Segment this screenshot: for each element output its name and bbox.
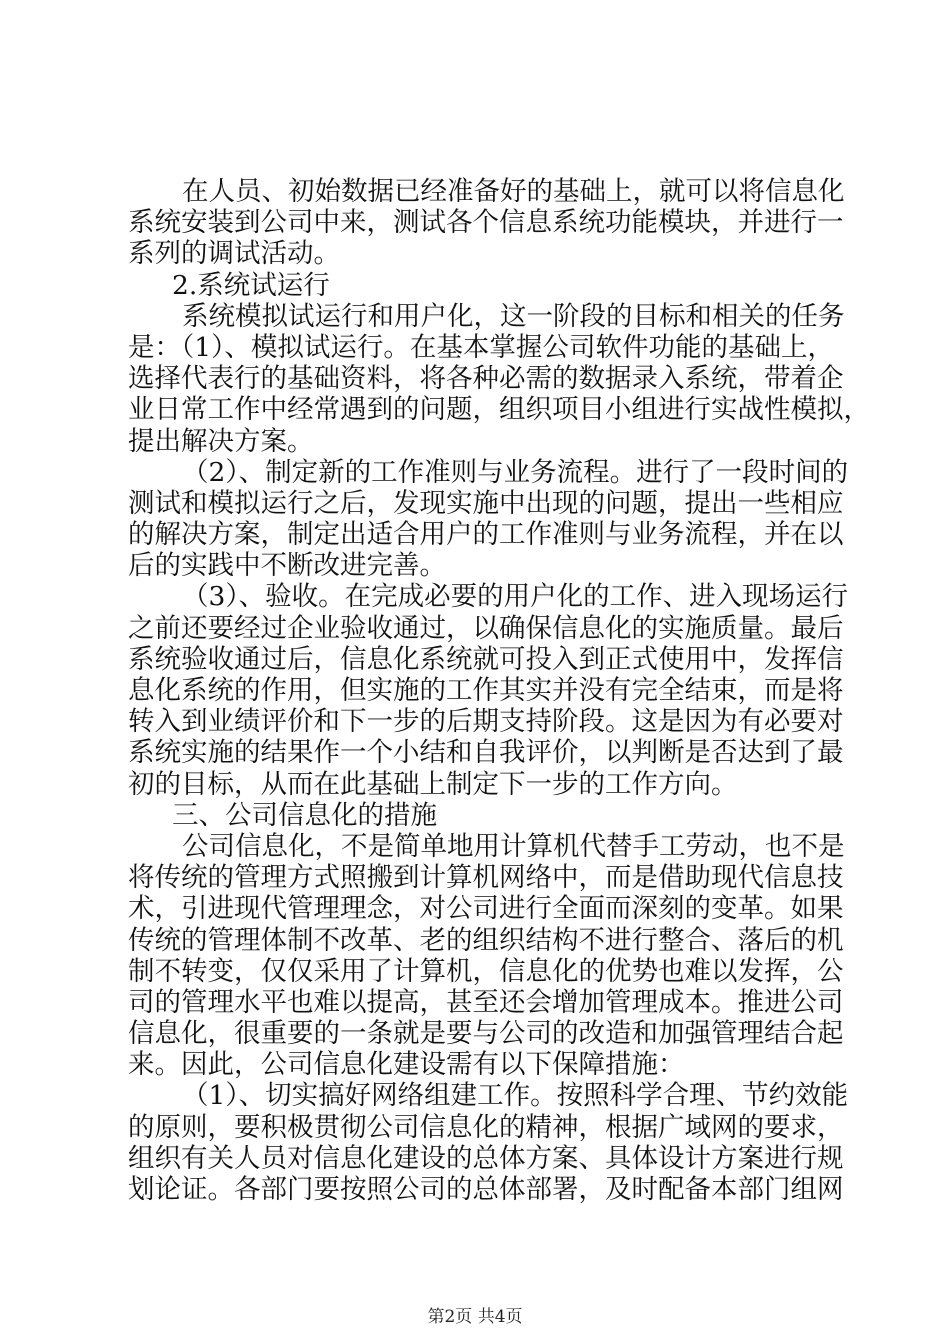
paragraph-line: 系统验收通过后，信息化系统就可投入到正式使用中，发挥信 [128, 643, 844, 675]
paragraph-line: 来。因此，公司信息化建设需有以下保障措施： [128, 1049, 685, 1081]
paragraph-line: 系统安装到公司中来，测试各个信息系统功能模块，并进行一 [128, 207, 844, 239]
paragraph-line: 的原则，要积极贯彻公司信息化的精神，根据广域网的要求， [128, 1111, 844, 1143]
paragraph-line: 转入到业绩评价和下一步的后期支持阶段。这是因为有必要对 [128, 706, 844, 738]
paragraph-line: 在人员、初始数据已经准备好的基础上，就可以将信息化 [182, 176, 845, 207]
paragraph-line: 术，引进现代管理理念，对公司进行全面而深刻的变革。如果 [128, 893, 844, 925]
paragraph-line: 初的目标，从而在此基础上制定下一步的工作方向。 [128, 768, 738, 800]
section-heading: 2.系统试运行 [172, 269, 330, 301]
paragraph-line: 系统实施的结果作一个小结和自我评价，以判断是否达到了最 [128, 737, 844, 769]
section-heading: 三、公司信息化的措施 [172, 799, 437, 831]
paragraph-line: 是：（1）、模拟试运行。在基本掌握公司软件功能的基础上， [128, 331, 834, 363]
paragraph-line: 司的管理水平也难以提高，甚至还会增加管理成本。推进公司 [128, 986, 844, 1018]
paragraph-line: 选择代表行的基础资料，将各种必需的数据录入系统，带着企 [128, 363, 844, 395]
paragraph-line: 提出解决方案。 [128, 425, 314, 457]
document-body [128, 176, 870, 1205]
paragraph-line: 划论证。各部门要按照公司的总体部署，及时配备本部门组网 [128, 1174, 844, 1205]
paragraph-line: 公司信息化，不是简单地用计算机代替手工劳动，也不是 [182, 830, 845, 862]
paragraph-line: 系统模拟试运行和用户化，这一阶段的目标和相关的任务 [182, 300, 845, 332]
paragraph-line: 将传统的管理方式照搬到计算机网络中，而是借助现代信息技 [128, 862, 844, 894]
paragraph-line: 业日常工作中经常遇到的问题，组织项目小组进行实战性模拟， [128, 394, 870, 426]
paragraph-line: 测试和模拟运行之后，发现实施中出现的问题，提出一些相应 [128, 487, 844, 519]
paragraph-line: 系列的调试活动。 [128, 238, 340, 270]
page-footer [0, 1302, 950, 1327]
paragraph-line: 的解决方案，制定出适合用户的工作准则与业务流程，并在以 [128, 519, 844, 551]
paragraph-line: 后的实践中不断改进完善。 [128, 550, 446, 582]
paragraph-line: 传统的管理体制不改革、老的组织结构不进行整合、落后的机 [128, 924, 844, 956]
paragraph-line: （3）、验收。在完成必要的用户化的工作、进入现场运行 [182, 581, 849, 613]
paragraph-line: 组织有关人员对信息化建设的总体方案、具体设计方案进行规 [128, 1142, 844, 1174]
paragraph-line: 之前还要经过企业验收通过，以确保信息化的实施质量。最后 [128, 612, 844, 644]
page-number-label: 第2页 共4页 [427, 1307, 523, 1327]
paragraph-line: （1）、切实搞好网络组建工作。按照科学合理、节约效能 [182, 1080, 849, 1112]
paragraph-line: 信息化，很重要的一条就是要与公司的改造和加强管理结合起 [128, 1018, 844, 1050]
paragraph-line: 制不转变，仅仅采用了计算机，信息化的优势也难以发挥，公 [128, 955, 844, 987]
paragraph-line: 息化系统的作用，但实施的工作其实并没有完全结束，而是将 [128, 675, 844, 706]
paragraph-line: （2）、制定新的工作准则与业务流程。进行了一段时间的 [182, 456, 849, 488]
